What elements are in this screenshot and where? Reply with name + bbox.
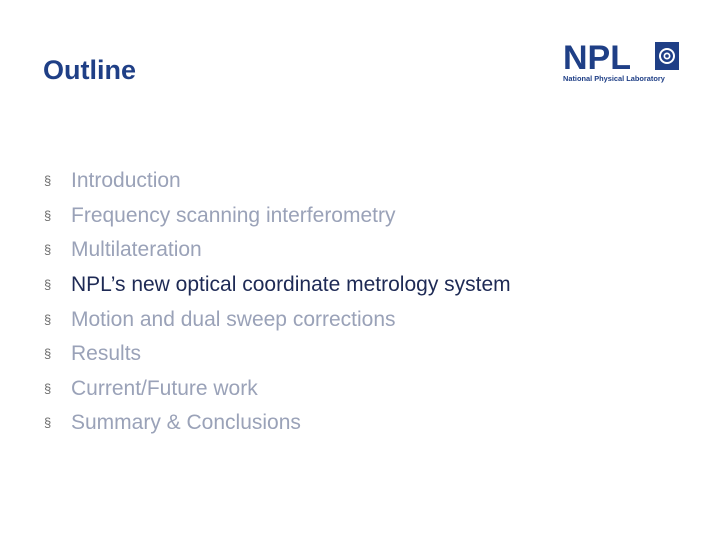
outline-item-label: Motion and dual sweep corrections xyxy=(71,307,396,331)
slide-title: Outline xyxy=(43,55,136,85)
bullet-icon: § xyxy=(44,311,52,327)
list-item xyxy=(44,302,511,337)
bullet-icon: § xyxy=(44,173,52,189)
list-item xyxy=(44,233,511,268)
outline-item-label: Current/Future work xyxy=(71,376,258,400)
bullet-icon: § xyxy=(44,207,52,223)
list-item-current xyxy=(44,268,511,303)
list-item xyxy=(44,199,511,234)
outline-item-label: Summary & Conclusions xyxy=(71,411,301,435)
outline-item-label: Multilateration xyxy=(71,238,202,262)
outline-item-label: Results xyxy=(71,342,142,366)
bullet-icon: § xyxy=(44,415,52,431)
list-item xyxy=(44,337,511,372)
logo-wordmark: NPL xyxy=(563,39,631,77)
bullet-icon: § xyxy=(44,242,52,258)
bullet-icon: § xyxy=(44,380,52,396)
logo-subtitle: National Physical Laboratory xyxy=(563,74,665,83)
crest-icon xyxy=(655,42,679,70)
outline-list xyxy=(44,164,511,441)
outline-item-label: Introduction xyxy=(71,169,181,193)
bullet-icon: § xyxy=(44,277,52,293)
outline-item-label: Frequency scanning interferometry xyxy=(71,203,396,227)
npl-logo xyxy=(563,40,679,86)
list-item xyxy=(44,406,511,441)
list-item xyxy=(44,164,511,199)
bullet-icon: § xyxy=(44,346,52,362)
list-item xyxy=(44,372,511,407)
outline-item-label-current: NPL’s new optical coordinate metrology system xyxy=(71,273,511,297)
